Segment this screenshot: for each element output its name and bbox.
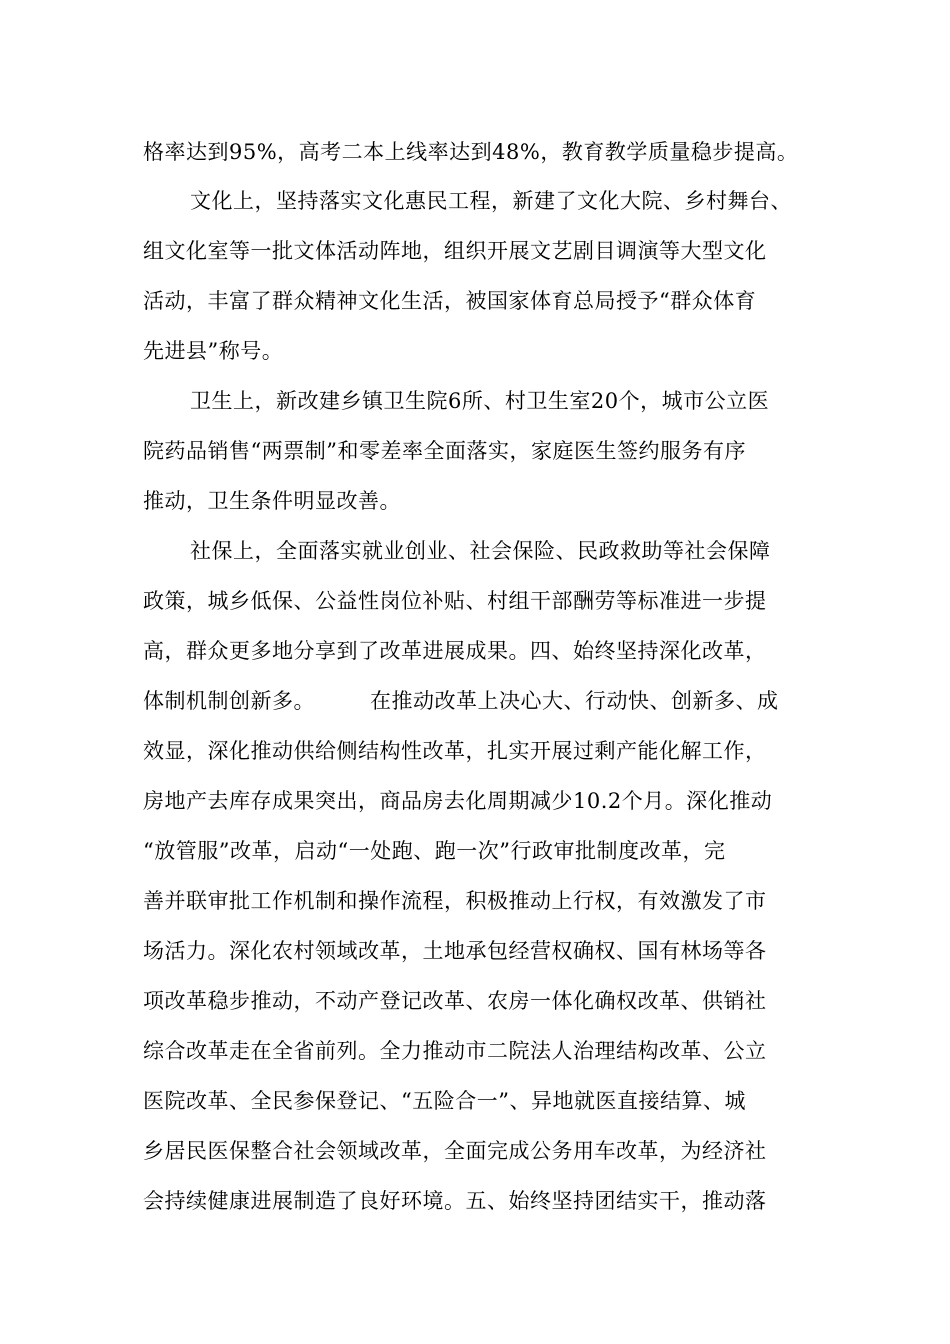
- paragraph-reform-line-8: 综合改革走在全省前列。全力推动市二院法人治理结构改革、公立: [143, 1039, 767, 1063]
- paragraph-reform-line-3: 房地产去库存成果突出，商品房去化周期减少10.2个月。深化推动: [143, 789, 773, 813]
- paragraph-health-line-3: 推动，卫生条件明显改善。: [143, 489, 401, 513]
- paragraph-reform-line-11: 会持续健康进展制造了良好环境。五、始终坚持团结实干，推动落: [143, 1189, 767, 1213]
- paragraph-reform-line-2: 效显，深化推动供给侧结构性改革，扎实开展过剩产能化解工作，: [143, 739, 767, 763]
- text-line-education: 格率达到95%，高考二本上线率达到48%，教育教学质量稳步提高。: [143, 140, 799, 164]
- paragraph-reform-line-7: 项改革稳步推动，不动产登记改革、农房一体化确权改革、供销社: [143, 989, 767, 1013]
- paragraph-health-line-2: 院药品销售“两票制”和零差率全面落实，家庭医生签约服务有序: [143, 439, 746, 463]
- paragraph-reform-line-9: 医院改革、全民参保登记、“五险合一”、异地就医直接结算、城: [143, 1089, 746, 1113]
- paragraph-culture-line-1: 文化上，坚持落实文化惠民工程，新建了文化大院、乡村舞台、: [190, 189, 792, 213]
- paragraph-culture-line-4: 先进县”称号。: [143, 339, 284, 363]
- section-four-title: 体制机制创新多。: [143, 689, 315, 713]
- paragraph-social-line-3: 高，群众更多地分享到了改革进展成果。四、始终坚持深化改革，: [143, 639, 767, 663]
- paragraph-social-line-2: 政策，城乡低保、公益性岗位补贴、村组干部酬劳等标准进一步提: [143, 589, 767, 613]
- paragraph-social-line-1: 社保上，全面落实就业创业、社会保险、民政救助等社会保障: [190, 539, 771, 563]
- paragraph-reform-line-6: 场活力。深化农村领域改革，土地承包经营权确权、国有林场等各: [143, 939, 767, 963]
- paragraph-culture-line-3: 活动，丰富了群众精神文化生活，被国家体育总局授予“群众体育: [143, 289, 757, 313]
- paragraph-reform-line-10: 乡居民医保整合社会领域改革，全面完成公务用车改革，为经济社: [143, 1139, 767, 1163]
- reform-text-start: 在推动改革上决心大、行动快、创新多、成: [370, 689, 779, 713]
- paragraph-health-line-1: 卫生上，新改建乡镇卫生院6所、村卫生室20个，城市公立医: [190, 389, 770, 413]
- paragraph-culture-line-2: 组文化室等一批文体活动阵地，组织开展文艺剧目调演等大型文化: [143, 239, 767, 263]
- paragraph-reform-line-5: 善并联审批工作机制和操作流程，积极推动上行权，有效激发了市: [143, 889, 767, 913]
- paragraph-reform-line-4: “放管服”改革，启动“一处跑、跑一次”行政审批制度改革，完: [143, 839, 726, 863]
- paragraph-reform-line-1: [143, 686, 779, 716]
